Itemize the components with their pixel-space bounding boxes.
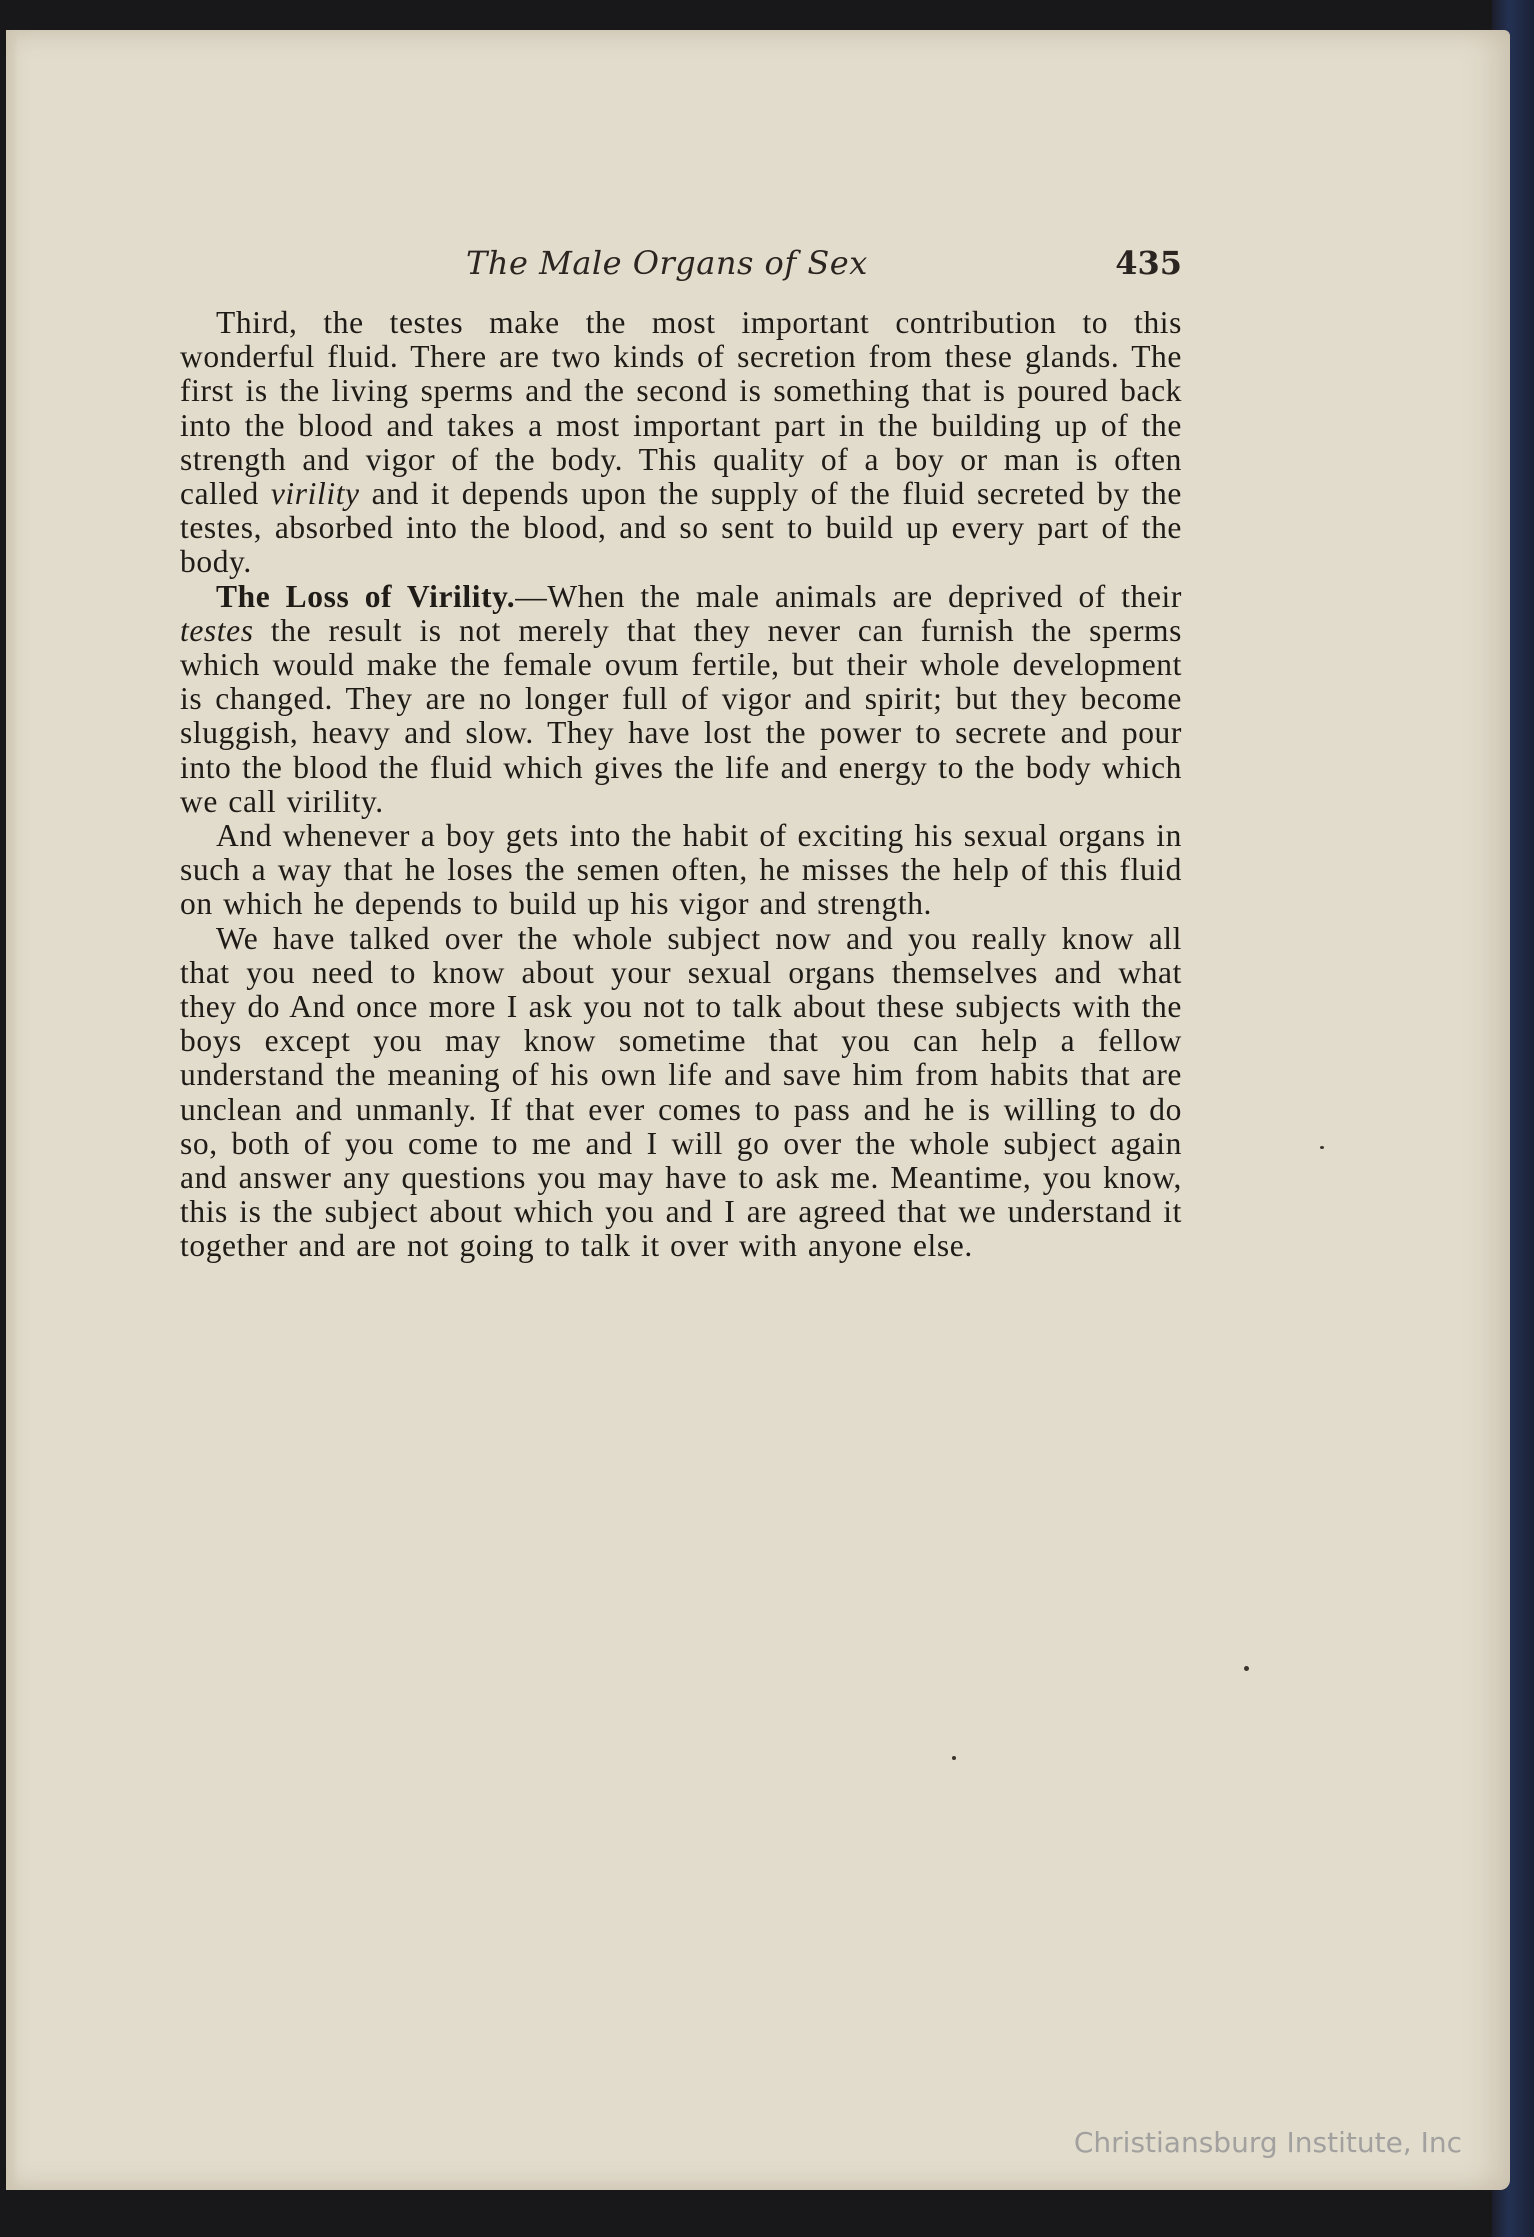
- page-gutter-shadow: [6, 30, 18, 2190]
- italic-term-virility: virility: [270, 476, 360, 512]
- section-heading-loss-of-virility: The Loss of Virility.: [216, 578, 516, 614]
- paragraph-text: the result is not merely that they never can furnish the sperms which would make the female ovum fertile, but their whole development is changed. They are no longer full of vigor and spirit; but they become sluggish, heavy and slow. They have lost the power to secrete and pour into the blood the fluid which gives the life and energy to the body which we call virility.: [180, 612, 1182, 819]
- running-title: The Male Organs of Sex: [466, 244, 868, 282]
- page-number: 435: [1115, 244, 1182, 282]
- paper-speck: [1244, 1666, 1249, 1671]
- watermark: Christiansburg Institute, Inc: [1073, 2126, 1462, 2159]
- paragraph-testes: [180, 306, 1182, 580]
- paragraph-habit: And whenever a boy gets into the habit of exciting his sexual organs in such a way that he loses the semen often, he misses the help of this fluid on which he depends to build up his vigor and strength.: [180, 818, 1182, 922]
- paper-speck: [1320, 1146, 1324, 1149]
- paragraph-text: and it depends upon the supply of the fluid secreted by the testes, absorbed into the blood, and so sent to build up every part of the body.: [180, 476, 1182, 580]
- paragraph-loss-of-virility: [180, 580, 1182, 819]
- page-body: [180, 306, 1182, 1264]
- paragraph-text: Third, the testes make the most important contribution to this wonderful fluid. There are two kinds of secretion from these glands. The first is the living sperms and the second is something that is poured back into the blood and takes a most important part in the building up of the strength and vigor of the body. This quality of a boy or man is often called: [180, 305, 1182, 512]
- paragraph-closing: We have talked over the whole subject now and you really know all that you need to know about your sexual organs themselves and what they do And once more I ask you not to talk about these subjects with the boys except you may know sometime that you can help a fellow understand the meaning of his own life and save him from habits that are unclean and unmanly. If that ever comes to pass and he is willing to do so, both of you come to me and I will go over the whole subject again and answer any questions you may have to ask me. Meantime, you know, this is the subject about which you and I are agreed that we understand it together and are not going to talk it over with anyone else.: [180, 920, 1182, 1264]
- italic-term-testes: testes: [180, 612, 254, 648]
- paragraph-text: —When the male animals are deprived of their: [515, 578, 1182, 614]
- paper-speck: [952, 1756, 956, 1760]
- page-header: [180, 244, 1182, 296]
